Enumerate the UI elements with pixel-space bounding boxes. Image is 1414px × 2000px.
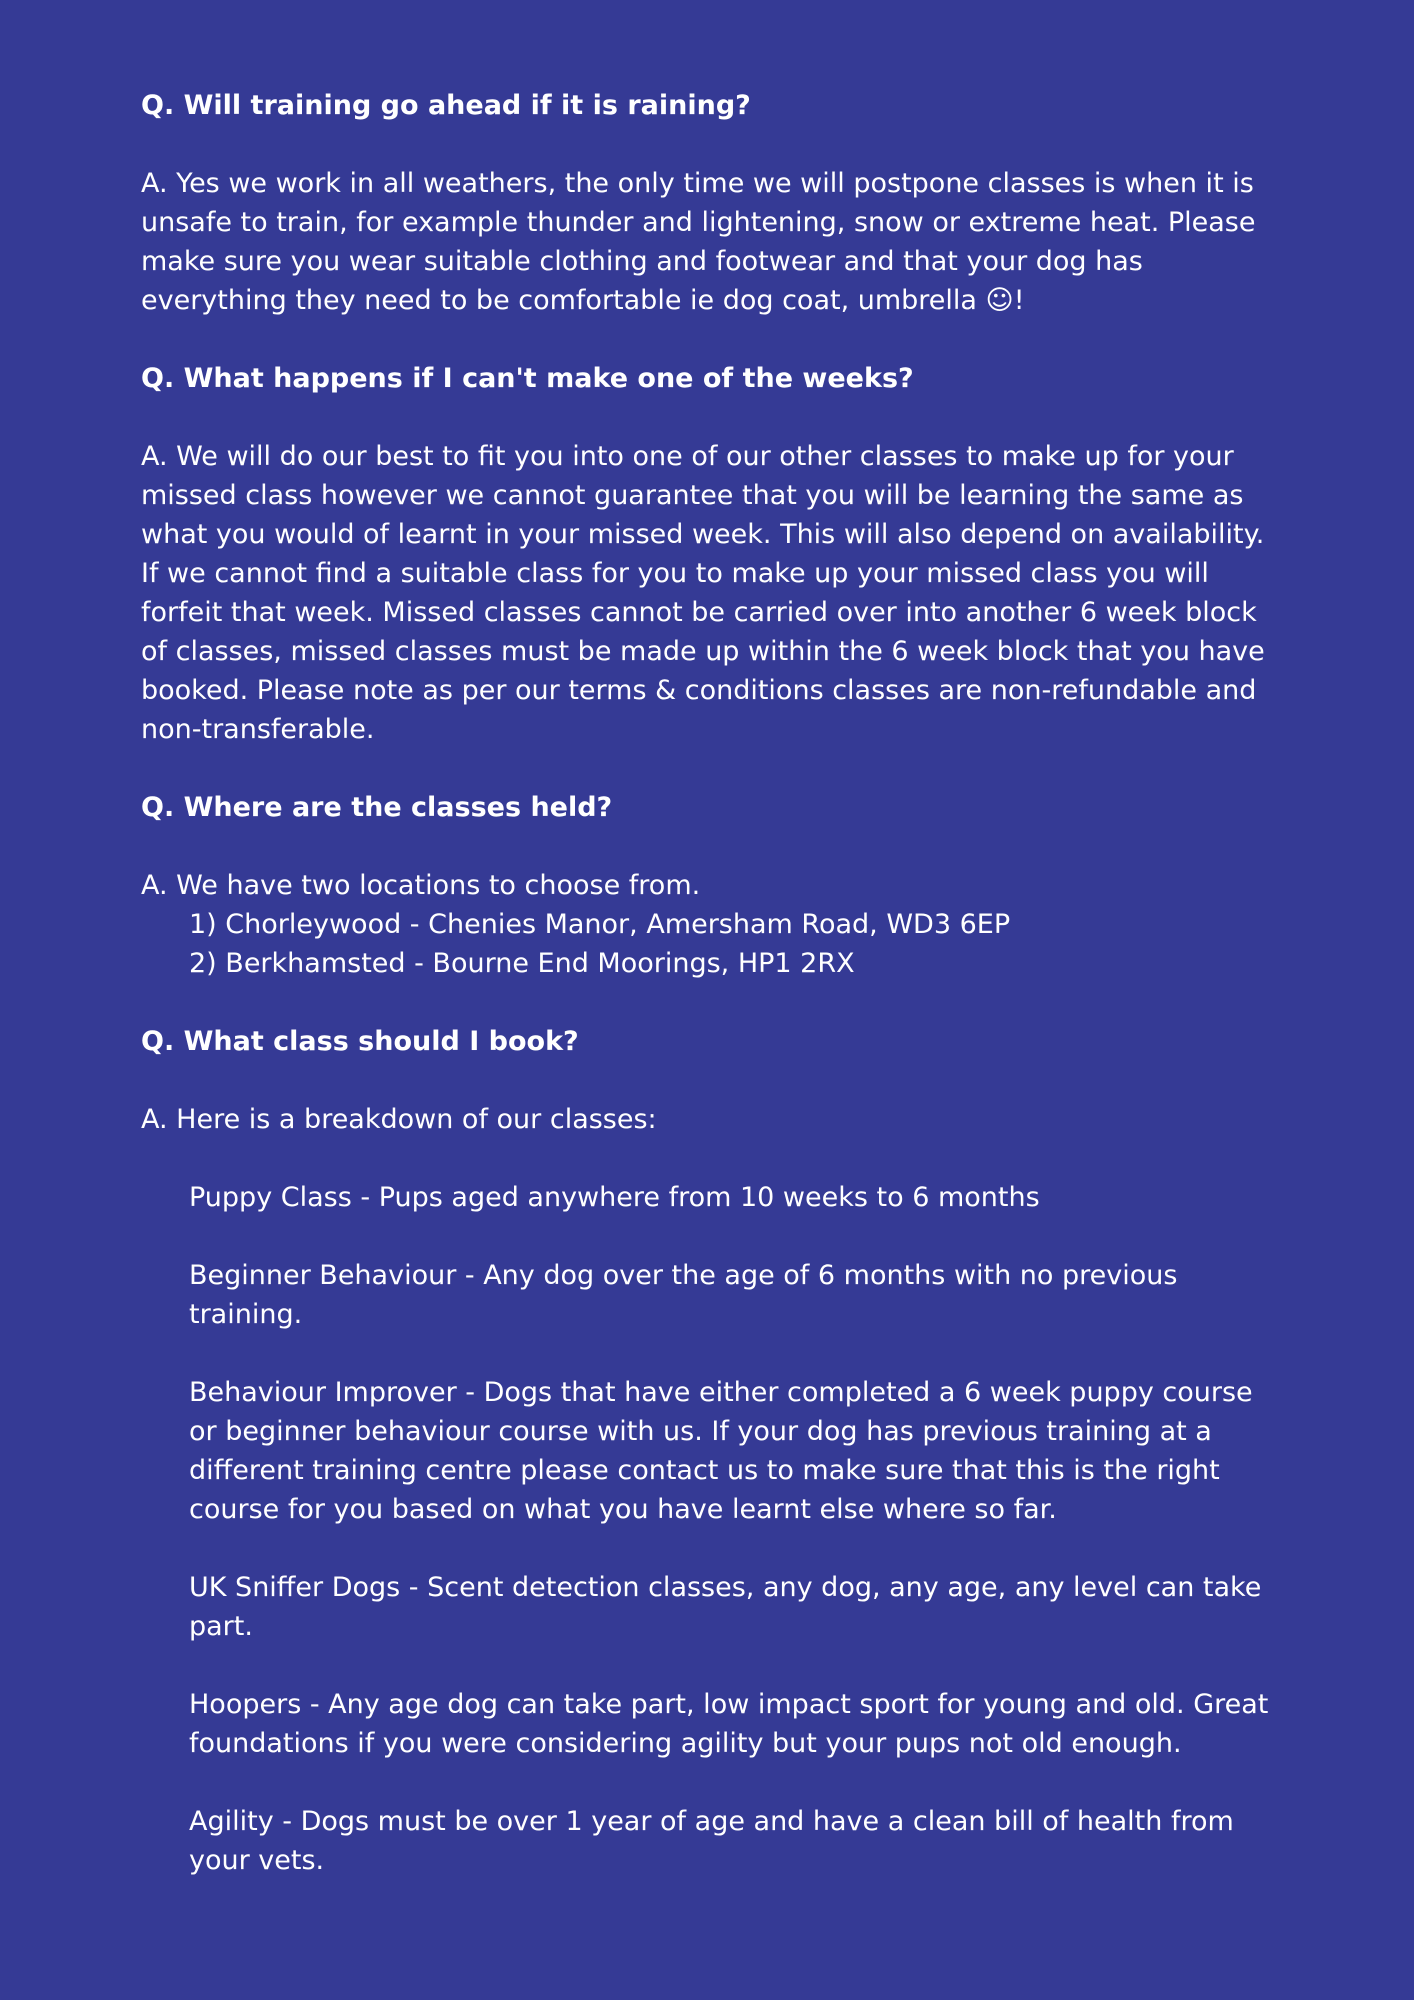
question-missed-week: Q. What happens if I can't make one of the weeks?	[141, 363, 914, 394]
location-item-chorleywood: 1) Chorleywood - Chenies Manor, Amersham Road, WD3 6EP	[189, 909, 1011, 940]
answer-rain: A. Yes we work in all weathers, the only time we will postpone classes is when it is unsafe to train, for example thunder and lightening, snow or extreme heat. Please make sure you wear suitable clothing and footwear and that your dog has everything they need to be comfortable ie dog coat, umbrella ☺!	[141, 168, 1256, 316]
class-item-agility: Agility - Dogs must be over 1 year of age and have a clean bill of health from your vets.	[189, 1806, 1234, 1876]
class-item-beginner-behaviour: Beginner Behaviour - Any dog over the age of 6 months with no previous training.	[189, 1260, 1178, 1330]
answer-locations	[141, 866, 1281, 983]
location-item-berkhamsted: 2) Berkhamsted - Bourne End Moorings, HP1 2RX	[189, 948, 855, 979]
answer-which-class-intro: A. Here is a breakdown of our classes:	[141, 1104, 657, 1135]
class-item-uk-sniffer-dogs: UK Sniffer Dogs - Scent detection classes, any dog, any age, any level can take part.	[189, 1572, 1262, 1642]
faq-content	[141, 86, 1281, 1880]
question-which-class: Q. What class should I book?	[141, 1026, 579, 1057]
class-item-puppy: Puppy Class - Pups aged anywhere from 10 weeks to 6 months	[189, 1182, 1040, 1213]
question-locations: Q. Where are the classes held?	[141, 792, 613, 823]
class-item-behaviour-improver: Behaviour Improver - Dogs that have either completed a 6 week puppy course or beginner behaviour course with us. If your dog has previous training at a different training centre please contact us to make sure that this is the right course for you based on what you have learnt else where so far.	[189, 1377, 1253, 1525]
locations-intro: A. We have two locations to choose from.	[141, 870, 701, 901]
question-rain: Q. Will training go ahead if it is raining?	[141, 90, 751, 121]
answer-missed-week: A. We will do our best to fit you into one of our other classes to make up for your missed class however we cannot guarantee that you will be learning the same as what you would of learnt in your missed week. This will also depend on availability. If we cannot find a suitable class for you to make up your missed class you will forfeit that week. Missed classes cannot be carried over into another 6 week block of classes, missed classes must be made up within the 6 week block that you have booked. Please note as per our terms & conditions classes are non-refundable and non-transferable.	[141, 441, 1265, 745]
class-item-hoopers: Hoopers - Any age dog can take part, low impact sport for young and old. Great foundations if you were considering agility but your pups not old enough.	[189, 1689, 1269, 1759]
